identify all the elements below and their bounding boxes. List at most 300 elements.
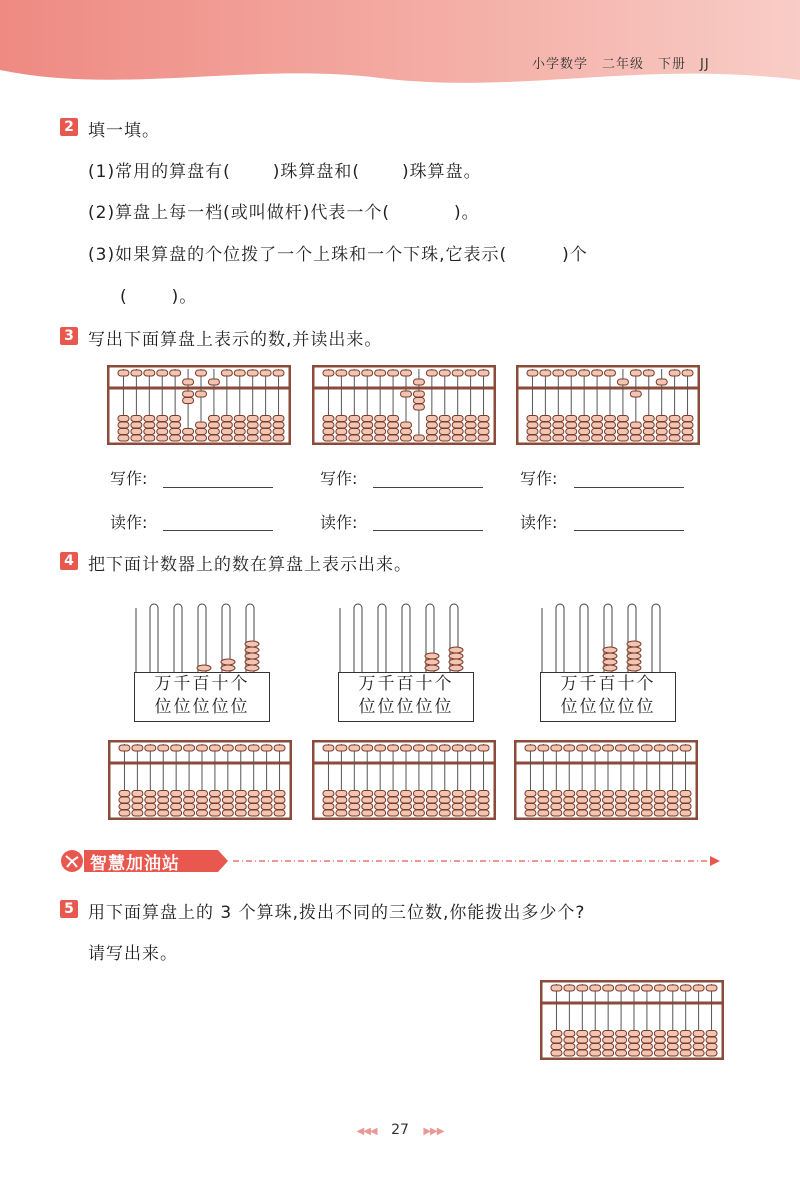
bead bbox=[617, 379, 628, 385]
bead bbox=[478, 797, 489, 803]
bead bbox=[132, 745, 143, 751]
q2-l2b: )。 bbox=[453, 203, 480, 223]
bead bbox=[682, 370, 693, 376]
bead bbox=[375, 745, 386, 751]
bead bbox=[426, 804, 437, 810]
bead bbox=[680, 810, 691, 816]
bead bbox=[336, 745, 347, 751]
bead bbox=[617, 429, 628, 435]
bead bbox=[615, 810, 626, 816]
bead bbox=[413, 791, 424, 797]
bead bbox=[349, 422, 360, 428]
bead bbox=[157, 435, 168, 441]
bead bbox=[118, 435, 129, 441]
bead bbox=[196, 370, 207, 376]
bead bbox=[577, 791, 588, 797]
bead bbox=[349, 797, 360, 803]
bead bbox=[667, 1031, 678, 1037]
bead bbox=[627, 665, 641, 671]
bead bbox=[564, 985, 575, 991]
bead bbox=[170, 416, 181, 422]
bead bbox=[439, 804, 450, 810]
q3-title: 写出下面算盘上表示的数,并读出来。 bbox=[88, 330, 383, 350]
bead bbox=[248, 804, 259, 810]
bead bbox=[566, 422, 577, 428]
bead bbox=[617, 422, 628, 428]
bead bbox=[196, 429, 207, 435]
bead bbox=[465, 422, 476, 428]
bead bbox=[654, 745, 665, 751]
bead bbox=[413, 379, 424, 385]
bead bbox=[643, 435, 654, 441]
bead bbox=[630, 429, 641, 435]
bead bbox=[566, 429, 577, 435]
bead bbox=[183, 398, 194, 404]
bead bbox=[592, 422, 603, 428]
bead bbox=[388, 810, 399, 816]
bead bbox=[209, 810, 220, 816]
bead bbox=[564, 804, 575, 810]
bead bbox=[641, 1031, 652, 1037]
bead bbox=[426, 791, 437, 797]
bead bbox=[630, 422, 641, 428]
bead bbox=[605, 416, 616, 422]
bead bbox=[643, 422, 654, 428]
bead bbox=[605, 422, 616, 428]
bead bbox=[656, 379, 667, 385]
counter-3 bbox=[540, 598, 678, 678]
abacus-q3-2 bbox=[312, 365, 496, 445]
bead bbox=[564, 797, 575, 803]
bead bbox=[527, 370, 538, 376]
bead bbox=[551, 1037, 562, 1043]
place-row1: 万千百十个 bbox=[358, 674, 454, 694]
bead bbox=[540, 422, 551, 428]
write-line-3[interactable] bbox=[574, 487, 684, 488]
bead bbox=[478, 810, 489, 816]
counter-rod bbox=[378, 604, 386, 674]
bead bbox=[603, 804, 614, 810]
bead bbox=[171, 745, 182, 751]
bead bbox=[158, 745, 169, 751]
bead bbox=[525, 745, 536, 751]
bead bbox=[274, 810, 285, 816]
bead bbox=[615, 797, 626, 803]
counter-rod bbox=[603, 604, 617, 674]
bead bbox=[247, 422, 258, 428]
bead bbox=[706, 1044, 717, 1050]
bead bbox=[590, 804, 601, 810]
bead bbox=[274, 797, 285, 803]
bead bbox=[170, 422, 181, 428]
header-band bbox=[0, 0, 800, 95]
bead bbox=[336, 370, 347, 376]
bead bbox=[669, 429, 680, 435]
q2-l1b: )珠算盘和( bbox=[272, 162, 360, 182]
bead bbox=[449, 647, 463, 653]
section-title: 智慧加油站 bbox=[90, 854, 180, 874]
bead bbox=[132, 810, 143, 816]
bead bbox=[449, 653, 463, 659]
bead bbox=[577, 1031, 588, 1037]
bead bbox=[260, 370, 271, 376]
bead bbox=[564, 745, 575, 751]
bead bbox=[362, 416, 373, 422]
bead bbox=[144, 435, 155, 441]
bead bbox=[682, 416, 693, 422]
bead bbox=[323, 435, 334, 441]
bead bbox=[349, 416, 360, 422]
bead bbox=[221, 429, 232, 435]
bead bbox=[184, 810, 195, 816]
bead bbox=[336, 435, 347, 441]
bead bbox=[375, 429, 386, 435]
bead bbox=[362, 429, 373, 435]
write-label-1: 写作: bbox=[110, 469, 148, 488]
bead bbox=[196, 391, 207, 397]
bead bbox=[336, 429, 347, 435]
bead bbox=[525, 797, 536, 803]
right-arrows-icon: ▶▶▶ bbox=[423, 1126, 444, 1137]
bead bbox=[577, 1037, 588, 1043]
bead bbox=[478, 422, 489, 428]
left-arrows-icon: ◀◀◀ bbox=[356, 1126, 377, 1137]
counter-rod bbox=[449, 604, 463, 674]
bead bbox=[426, 416, 437, 422]
bead bbox=[641, 797, 652, 803]
abacus-q5[interactable] bbox=[540, 980, 724, 1060]
bead bbox=[551, 797, 562, 803]
bead bbox=[478, 791, 489, 797]
bead bbox=[682, 435, 693, 441]
abacus-q4-1[interactable] bbox=[108, 740, 292, 820]
bead bbox=[527, 422, 538, 428]
bead bbox=[465, 810, 476, 816]
bead bbox=[590, 745, 601, 751]
bead bbox=[630, 370, 641, 376]
bead bbox=[706, 1031, 717, 1037]
bead bbox=[706, 1050, 717, 1056]
bead bbox=[362, 804, 373, 810]
write-label-3: 写作: bbox=[520, 469, 558, 488]
bead bbox=[145, 797, 156, 803]
header-text: 小学数学 二年级 下册 JJ bbox=[532, 57, 710, 72]
bead bbox=[590, 1050, 601, 1056]
q2-line3 bbox=[88, 240, 588, 265]
bead bbox=[603, 797, 614, 803]
bead bbox=[538, 745, 549, 751]
q2-line2 bbox=[88, 198, 480, 223]
place-labels-2 bbox=[338, 672, 474, 722]
bead bbox=[680, 1044, 691, 1050]
bead bbox=[616, 1044, 627, 1050]
bead bbox=[323, 745, 334, 751]
bead bbox=[157, 429, 168, 435]
bead bbox=[553, 435, 564, 441]
bead bbox=[603, 745, 614, 751]
bead bbox=[669, 435, 680, 441]
counter-rod bbox=[150, 604, 158, 674]
bead bbox=[401, 810, 412, 816]
bead bbox=[209, 804, 220, 810]
bead bbox=[197, 791, 208, 797]
bead bbox=[401, 791, 412, 797]
bead bbox=[323, 804, 334, 810]
q5-line2: 请写出来。 bbox=[88, 944, 178, 964]
counter-rod bbox=[652, 604, 660, 674]
bead bbox=[452, 810, 463, 816]
bead bbox=[439, 370, 450, 376]
bead bbox=[603, 1044, 614, 1050]
bead bbox=[158, 791, 169, 797]
bead bbox=[452, 745, 463, 751]
bead bbox=[222, 810, 233, 816]
bead bbox=[680, 1050, 691, 1056]
bead bbox=[525, 804, 536, 810]
bead bbox=[274, 804, 285, 810]
bead bbox=[551, 985, 562, 991]
bead bbox=[452, 429, 463, 435]
bead bbox=[260, 422, 271, 428]
bead bbox=[349, 804, 360, 810]
bead bbox=[401, 435, 412, 441]
bead bbox=[184, 791, 195, 797]
bead bbox=[209, 797, 220, 803]
bead bbox=[628, 804, 639, 810]
read-line-3[interactable] bbox=[574, 530, 684, 531]
bead bbox=[349, 435, 360, 441]
bead bbox=[667, 791, 678, 797]
bead bbox=[590, 810, 601, 816]
bead bbox=[669, 416, 680, 422]
bead bbox=[323, 416, 334, 422]
bead bbox=[248, 810, 259, 816]
bead bbox=[643, 429, 654, 435]
bead bbox=[118, 370, 129, 376]
q2-l1a: (1)常用的算盘有( bbox=[88, 162, 231, 182]
bead bbox=[669, 422, 680, 428]
bead bbox=[439, 435, 450, 441]
bead bbox=[656, 416, 667, 422]
bead bbox=[439, 429, 450, 435]
counter-2 bbox=[338, 598, 476, 678]
write-line-1[interactable] bbox=[163, 487, 273, 488]
bead bbox=[131, 370, 142, 376]
bead bbox=[629, 1037, 640, 1043]
q2-l3a: (3)如果算盘的个位拨了一个上珠和一个下珠,它表示( bbox=[88, 245, 508, 265]
bead bbox=[667, 1037, 678, 1043]
bead bbox=[667, 797, 678, 803]
bead bbox=[247, 416, 258, 422]
bead bbox=[413, 398, 424, 404]
bead bbox=[245, 641, 259, 647]
bead bbox=[551, 1050, 562, 1056]
counter-rod bbox=[627, 604, 641, 674]
bead bbox=[222, 804, 233, 810]
bead bbox=[248, 797, 259, 803]
bead bbox=[538, 797, 549, 803]
bead bbox=[654, 985, 665, 991]
bead bbox=[248, 791, 259, 797]
bead bbox=[465, 791, 476, 797]
bead bbox=[577, 1050, 588, 1056]
bead bbox=[439, 422, 450, 428]
question-number-4: 4 bbox=[60, 552, 78, 570]
bead bbox=[551, 791, 562, 797]
runner-icon bbox=[61, 850, 83, 872]
read-line-2[interactable] bbox=[373, 530, 483, 531]
bead bbox=[603, 810, 614, 816]
bead bbox=[235, 810, 246, 816]
bead bbox=[158, 804, 169, 810]
bead bbox=[590, 797, 601, 803]
bead bbox=[362, 745, 373, 751]
bead bbox=[465, 416, 476, 422]
bead bbox=[388, 429, 399, 435]
bead bbox=[362, 797, 373, 803]
bead bbox=[197, 804, 208, 810]
bead bbox=[538, 804, 549, 810]
bead bbox=[222, 791, 233, 797]
bead bbox=[590, 1037, 601, 1043]
bead bbox=[654, 1050, 665, 1056]
bead bbox=[197, 665, 211, 671]
bead bbox=[349, 810, 360, 816]
bead bbox=[388, 791, 399, 797]
bead bbox=[273, 435, 284, 441]
counter-rod bbox=[580, 604, 588, 674]
bead bbox=[132, 804, 143, 810]
bead bbox=[196, 435, 207, 441]
bead bbox=[641, 745, 652, 751]
bead bbox=[592, 435, 603, 441]
abacus-q4-2[interactable] bbox=[312, 740, 496, 820]
bead bbox=[221, 422, 232, 428]
bead bbox=[540, 429, 551, 435]
bead bbox=[245, 665, 259, 671]
bead bbox=[413, 804, 424, 810]
bead bbox=[478, 745, 489, 751]
abacus-q4-3[interactable] bbox=[514, 740, 698, 820]
bead bbox=[131, 435, 142, 441]
write-line-2[interactable] bbox=[373, 487, 483, 488]
bead bbox=[426, 797, 437, 803]
bead bbox=[616, 1050, 627, 1056]
bead bbox=[221, 659, 235, 665]
counter-rod bbox=[556, 604, 564, 674]
bead bbox=[362, 422, 373, 428]
bead bbox=[375, 810, 386, 816]
bead bbox=[401, 745, 412, 751]
read-label-3: 读作: bbox=[520, 513, 558, 532]
bead bbox=[693, 1031, 704, 1037]
place-row1: 万千百十个 bbox=[154, 674, 250, 694]
bead bbox=[590, 1031, 601, 1037]
bead bbox=[245, 653, 259, 659]
bead bbox=[375, 416, 386, 422]
bead bbox=[551, 1031, 562, 1037]
bead bbox=[629, 1050, 640, 1056]
bead bbox=[221, 370, 232, 376]
bead bbox=[349, 791, 360, 797]
bead bbox=[615, 804, 626, 810]
bead bbox=[538, 810, 549, 816]
bead bbox=[680, 1037, 691, 1043]
bead bbox=[119, 797, 130, 803]
bead bbox=[184, 797, 195, 803]
bead bbox=[592, 370, 603, 376]
bead bbox=[247, 370, 258, 376]
place-row2: 位位位位位 bbox=[358, 697, 454, 717]
read-line-1[interactable] bbox=[163, 530, 273, 531]
bead bbox=[641, 810, 652, 816]
bead bbox=[260, 416, 271, 422]
bead bbox=[260, 435, 271, 441]
bead bbox=[680, 797, 691, 803]
abacus-q3-1 bbox=[107, 365, 291, 445]
bead bbox=[323, 810, 334, 816]
bead bbox=[426, 435, 437, 441]
bead bbox=[261, 810, 272, 816]
bead bbox=[630, 391, 641, 397]
bead bbox=[170, 435, 181, 441]
bead bbox=[654, 1031, 665, 1037]
read-label-2: 读作: bbox=[320, 513, 358, 532]
bead bbox=[362, 435, 373, 441]
bead bbox=[603, 647, 617, 653]
bead bbox=[234, 429, 245, 435]
counter-rod bbox=[174, 604, 182, 674]
bead bbox=[119, 804, 130, 810]
bead bbox=[641, 1050, 652, 1056]
counter-rod bbox=[245, 604, 259, 674]
bead bbox=[551, 745, 562, 751]
q2-l3b: )个 bbox=[562, 245, 588, 265]
bead bbox=[579, 435, 590, 441]
bead bbox=[248, 745, 259, 751]
bead bbox=[197, 797, 208, 803]
bead bbox=[551, 1044, 562, 1050]
bead bbox=[274, 745, 285, 751]
bead bbox=[119, 791, 130, 797]
bead bbox=[131, 429, 142, 435]
bead bbox=[577, 745, 588, 751]
bead bbox=[478, 429, 489, 435]
counter-1 bbox=[134, 598, 272, 678]
bead bbox=[656, 422, 667, 428]
bead bbox=[221, 416, 232, 422]
bead bbox=[680, 804, 691, 810]
q2-l4b: )。 bbox=[171, 287, 198, 307]
bead bbox=[439, 797, 450, 803]
bead bbox=[527, 435, 538, 441]
bead bbox=[452, 797, 463, 803]
bead bbox=[144, 416, 155, 422]
bead bbox=[196, 422, 207, 428]
bead bbox=[209, 745, 220, 751]
bead bbox=[553, 416, 564, 422]
bead bbox=[452, 416, 463, 422]
bead bbox=[603, 653, 617, 659]
bead bbox=[118, 422, 129, 428]
bead bbox=[183, 429, 194, 435]
bead bbox=[605, 435, 616, 441]
bead bbox=[553, 429, 564, 435]
bead bbox=[630, 435, 641, 441]
bead bbox=[131, 422, 142, 428]
bead bbox=[183, 379, 194, 385]
bead bbox=[627, 653, 641, 659]
